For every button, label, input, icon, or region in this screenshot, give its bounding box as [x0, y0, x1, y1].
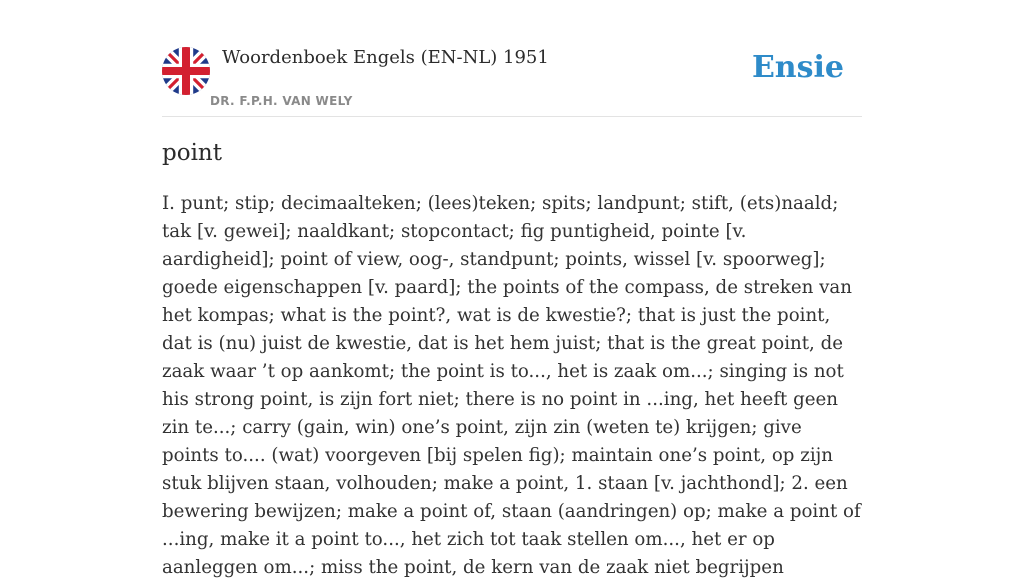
entry-definition: I. punt; stip; decimaalteken; (lees)teken; spits; landpunt; stift, (ets)naald; tak [v. gewei]; naaldkant; stopcontact; fig puntigheid, pointe [v. aardigheid]; point of view, oog-, standpunt; points, wissel [v. spoorweg]; goede eigenschappen [v. paard]; the points of the compass, de streken van het kompas; what is the point?, wat is de kwestie?; that is just the point, dat is (nu) juist de kwestie, dat is het hem juist; that is the great point, de zaak waar ’t op aankomt; the point is to..., het is zaak om...; singing is not his strong point, is zijn fort niet; there is no point in ...ing, het heeft geen zin te...; carry (gain, win) one’s point, zijn zin (weten te) krijgen; give points to.... (wat) voorgeven [bij spelen fig); maintain one’s point, op zijn stuk blijven staan, volhouden; make a point, 1. staan [v. jachthond]; 2. een bewering bewijzen; make a point of, staan (aandringen) op; make a point of ...ing, make it a point to..., het zich tot taak stellen om..., het er op aanleggen om...; miss the point, de kern van de zaak niet begrijpen: [162, 193, 861, 578]
dictionary-title-link[interactable]: Woordenboek Engels (EN-NL) 1951: [222, 47, 549, 68]
dictionary-header: [162, 46, 862, 117]
dictionary-author: DR. F.P.H. VAN WELY: [210, 94, 353, 108]
uk-flag-icon: [162, 47, 210, 95]
ensie-logo-link[interactable]: Ensie: [751, 50, 844, 85]
entry-headword: point: [162, 140, 222, 166]
